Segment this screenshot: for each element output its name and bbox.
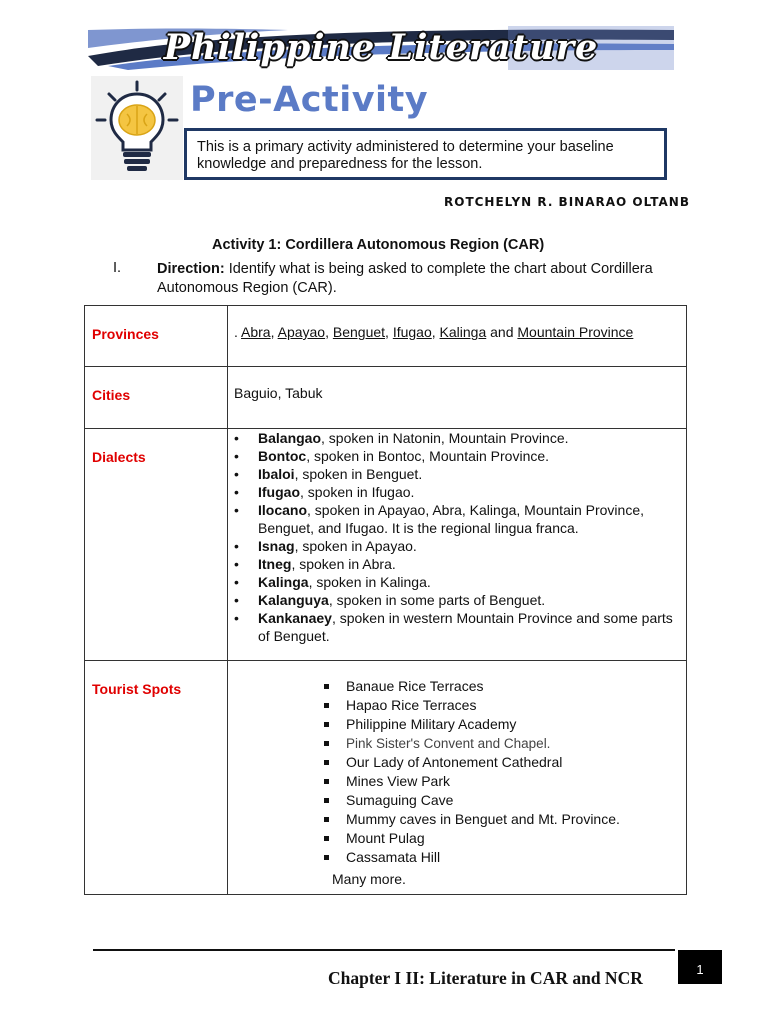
row-dialects [85,429,687,661]
direction-text [157,260,697,298]
dialect-item [228,465,686,483]
dialect-desc: , spoken in Apayao. [294,538,417,554]
provinces-value-cell [228,306,687,367]
direction-number: I. [113,260,122,276]
row-cities [85,367,687,429]
tourist-item: Cassamata Hill [228,848,686,867]
dialect-item [228,501,686,537]
dialect-item [228,591,686,609]
tourist-label-cell [85,661,228,895]
tourist-item: Banaue Rice Terraces [228,677,686,696]
provinces-prefix: . [234,324,242,340]
province-abra: Abra [241,324,271,340]
lightbulb-brain-icon [91,76,183,180]
tourist-list [228,661,686,867]
page-number: 1 [678,950,722,984]
provinces-label: Provinces [92,326,159,342]
dialect-item [228,537,686,555]
tourist-label: Tourist Spots [92,681,182,697]
row-tourist-spots [85,661,687,895]
direction-label: Direction: [157,261,225,277]
tourist-item: Sumaguing Cave [228,791,686,810]
sep: , [270,324,278,340]
row-provinces [85,306,687,367]
dialect-desc-cont: Benguet, and Ifugao. It is the regional lingua franca. [258,520,579,536]
dialect-item [228,555,686,573]
dialect-name: Ilocano [258,502,308,518]
note-line-2: knowledge and preparedness for the lesson. [197,156,483,172]
note-line-1: This is a primary activity administered to determine your baseline [197,139,614,155]
provinces-label-cell [85,306,228,367]
tourist-more: Many more. [332,871,406,887]
dialect-desc: , spoken in Bontoc, Mountain Province. [306,448,550,464]
dialect-item [228,573,686,591]
province-apayao: Apayao [277,324,326,340]
dialect-item [228,609,686,645]
dialect-desc: , spoken in Natonin, Mountain Province. [321,430,569,446]
tourist-item: Philippine Military Academy [228,715,686,734]
bulb-icon-box [91,76,183,180]
dialects-list [228,429,686,645]
footer-chapter-title: Chapter I II: Literature in CAR and NCR [328,968,643,988]
footer-rule [93,949,675,951]
tourist-item: Pink Sister's Convent and Chapel. [228,734,686,753]
province-benguet: Benguet [332,324,386,340]
dialect-desc: , spoken in Ifugao. [300,484,415,500]
dialect-name: Ibaloi [258,466,295,482]
direction-text-2: Autonomous Region (CAR). [157,280,337,296]
sep: , [385,324,393,340]
province-kalinga: Kalinga [439,324,487,340]
pre-activity-title: Pre-Activity [190,80,429,120]
tourist-item: Mummy caves in Benguet and Mt. Province. [228,810,686,829]
direction-text-1: Identify what is being asked to complete the chart about Cordillera [224,261,653,277]
tourist-value-cell [228,661,687,895]
tourist-item: Our Lady of Antonement Cathedral [228,753,686,772]
and: and [486,324,518,340]
car-chart-table [84,305,687,895]
author-name: ROTCHELYN R. BINARAO OLTANB [444,195,690,209]
cities-value: Baguio, Tabuk [234,385,323,401]
cities-label-cell [85,367,228,429]
dialect-item [228,447,686,465]
dialects-label: Dialects [92,449,146,465]
dialect-item [228,429,686,447]
dialect-desc: , spoken in Abra. [291,556,396,572]
cities-label: Cities [92,387,131,403]
dialects-label-cell [85,429,228,661]
sep: , [431,324,440,340]
dialect-item [228,483,686,501]
dialect-desc: , spoken in Benguet. [294,466,423,482]
dialect-name: Kalanguya [258,592,329,608]
dialect-name: Bontoc [258,448,307,464]
dialect-name: Isnag [258,538,295,554]
sep: , [325,324,333,340]
dialect-desc: , spoken in some parts of Benguet. [328,592,546,608]
province-mountain-province: Mountain Province [517,324,634,340]
province-ifugao: Ifugao [392,324,432,340]
dialect-desc: , spoken in Kalinga. [308,574,431,590]
tourist-item: Mount Pulag [228,829,686,848]
banner-title: Philippine Literature [163,27,599,68]
activity-title: Activity 1: Cordillera Autonomous Region (CAR) [212,237,545,253]
dialects-value-cell [228,429,687,661]
dialect-name: Ifugao [258,484,300,500]
tourist-item: Hapao Rice Terraces [228,696,686,715]
tourist-item: Mines View Park [228,772,686,791]
dialect-name: Balangao [258,430,322,446]
note-box [184,128,667,180]
dialect-name: Itneg [258,556,292,572]
dialect-desc-cont: of Benguet. [258,628,330,644]
header-banner [88,26,674,70]
dialect-desc: , spoken in western Mountain Province and some parts [331,610,673,626]
dialect-name: Kankanaey [258,610,332,626]
dialect-name: Kalinga [258,574,309,590]
provinces-value [228,306,686,340]
dialect-desc: , spoken in Apayao, Abra, Kalinga, Mountain Province, [307,502,645,518]
cities-value-cell [228,367,687,429]
